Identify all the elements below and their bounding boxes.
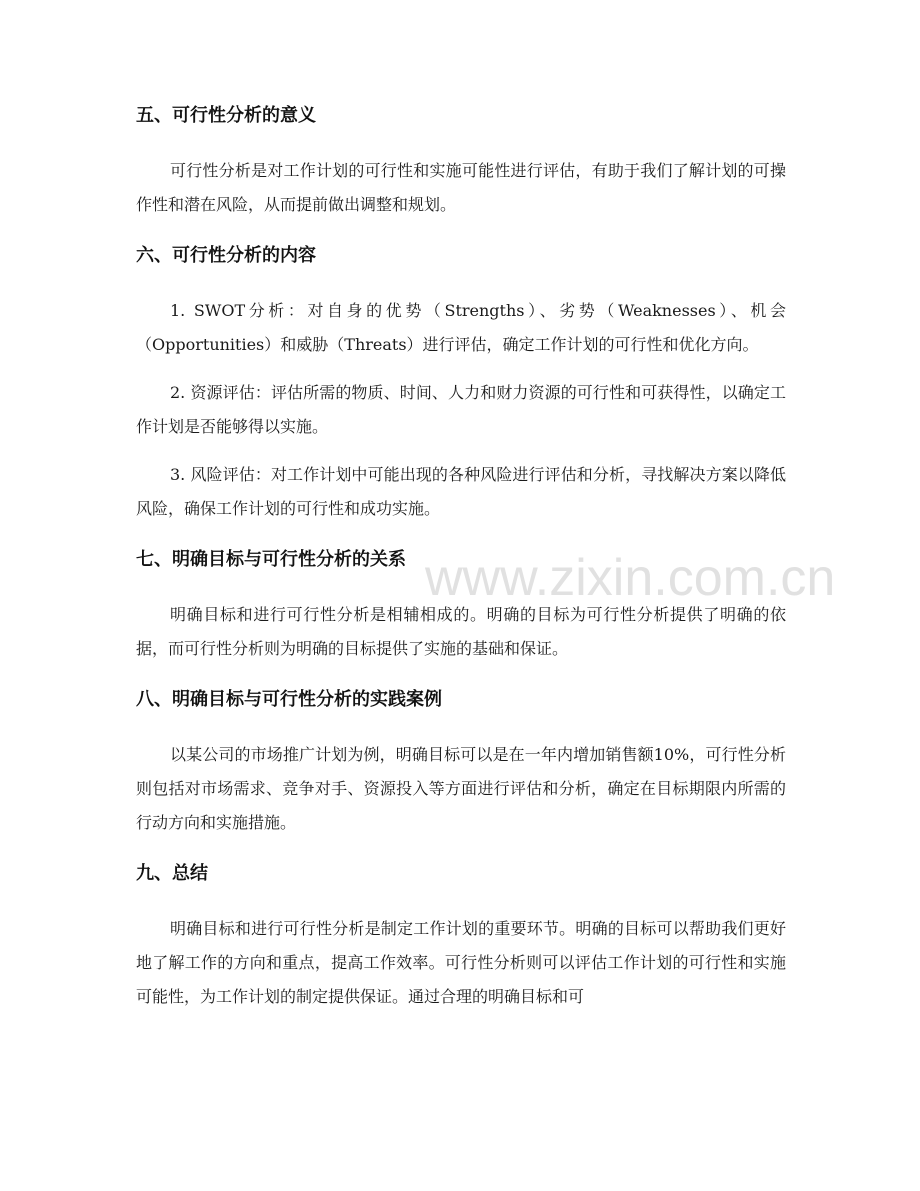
section-heading-5: 五、可行性分析的意义 bbox=[136, 105, 316, 126]
watermark: www.zixin.com.cn bbox=[425, 549, 836, 607]
section-paragraph-9: 明确目标和进行可行性分析是制定工作计划的重要环节。明确的目标可以帮助我们更好地了解工作的方向和重点，提高工作效率。可行性分析则可以评估工作计划的可行性和实施可能性，为工作计划的制定提供保证。通过合理的明确目标和可 bbox=[136, 919, 786, 1006]
section-paragraph-7: 明确目标和进行可行性分析是相辅相成的。明确的目标为可行性分析提供了明确的依据，而可行性分析则为明确的目标提供了实施的基础和保证。 bbox=[136, 605, 786, 658]
list-item-risk: 3. 风险评估：对工作计划中可能出现的各种风险进行评估和分析，寻找解决方案以降低风险，确保工作计划的可行性和成功实施。 bbox=[136, 465, 786, 518]
section-paragraph-5: 可行性分析是对工作计划的可行性和实施可能性进行评估，有助于我们了解计划的可操作性和潜在风险，从而提前做出调整和规划。 bbox=[136, 161, 786, 214]
section-heading-6: 六、可行性分析的内容 bbox=[136, 245, 316, 266]
document-body bbox=[136, 104, 786, 1014]
section-paragraph-8: 以某公司的市场推广计划为例，明确目标可以是在一年内增加销售额10%，可行性分析则包括对市场需求、竞争对手、资源投入等方面进行评估和分析，确定在目标期限内所需的行动方向和实施措施。 bbox=[136, 745, 786, 832]
list-item-swot: 1. SWOT分析：对自身的优势（Strengths）、劣势（Weaknesses）、机会（Opportunities）和威胁（Threats）进行评估，确定工作计划的可行性和优化方向。 bbox=[136, 301, 786, 354]
section-heading-7: 七、明确目标与可行性分析的关系 bbox=[136, 549, 406, 570]
list-item-resource: 2. 资源评估：评估所需的物质、时间、人力和财力资源的可行性和可获得性，以确定工作计划是否能够得以实施。 bbox=[136, 383, 786, 436]
section-heading-9: 九、总结 bbox=[136, 863, 208, 884]
section-heading-8: 八、明确目标与可行性分析的实践案例 bbox=[136, 689, 442, 710]
